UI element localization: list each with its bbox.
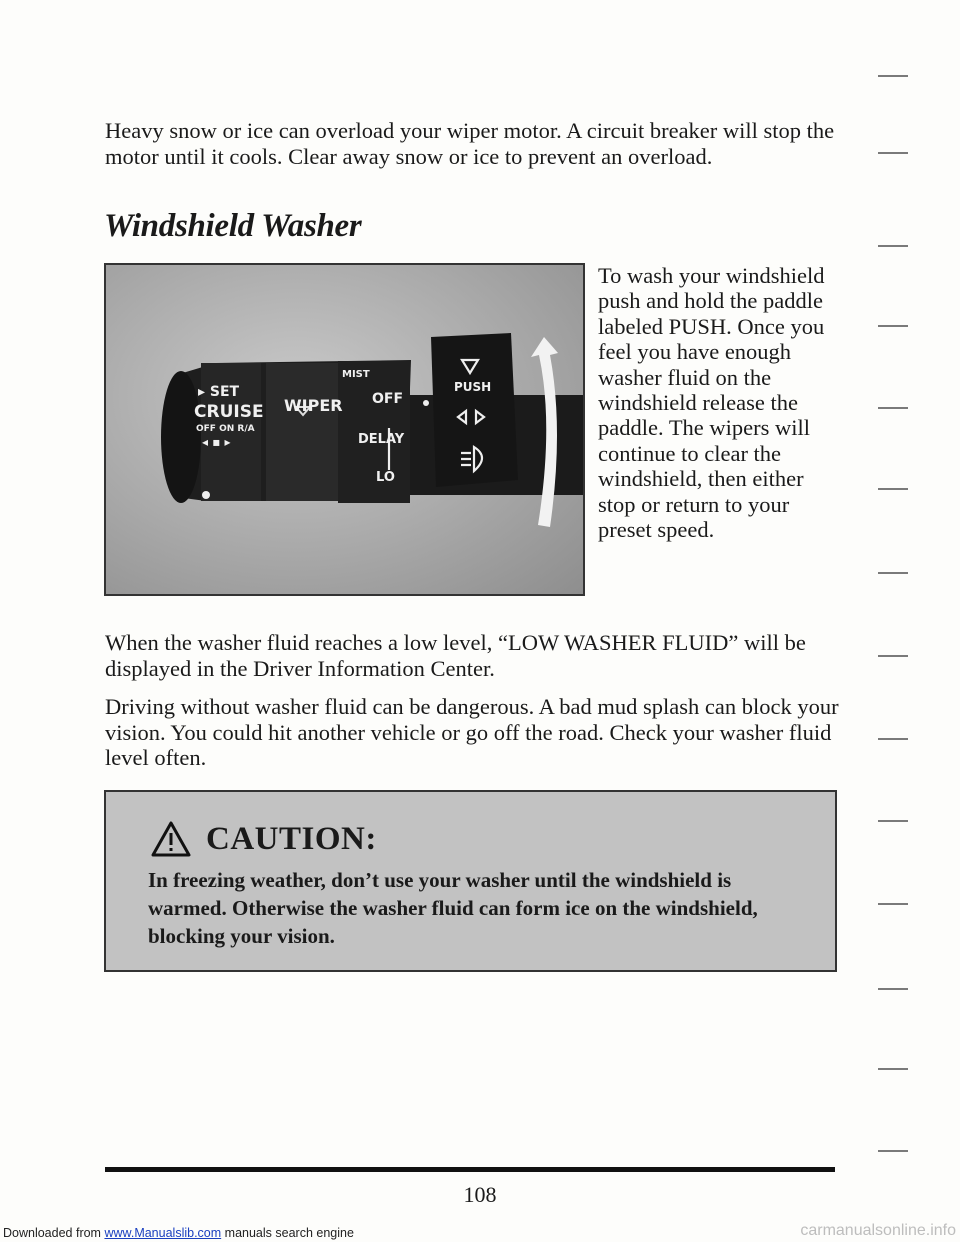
- low-fluid-paragraph: When the washer fluid reaches a low level, “LOW WASHER FLUID” will be displayed in the Driver Information Center.: [105, 630, 806, 681]
- caution-title: CAUTION:: [206, 820, 377, 857]
- page-number: 108: [463, 1182, 497, 1207]
- warning-triangle-icon: [150, 820, 192, 858]
- caution-text: In freezing weather, don’t use your washer until the windshield is warmed. Otherwise the washer fluid can form ice on the windshield, blocking your vision.: [148, 868, 758, 948]
- watermark: carmanualsonline.info: [800, 1222, 956, 1239]
- wiper-stalk-illustration: [106, 265, 583, 594]
- footer-prefix: Downloaded from: [3, 1226, 101, 1240]
- push-label: PUSH: [454, 380, 492, 394]
- off-label: OFF: [372, 391, 404, 407]
- footer-suffix: manuals search engine: [224, 1226, 354, 1240]
- caution-header: [150, 817, 377, 861]
- download-footer: [3, 1226, 354, 1240]
- caution-box: [104, 790, 837, 972]
- cruise-arrows-label: ◂ ▪ ▸: [202, 435, 231, 449]
- wiper-label: WIPER: [284, 396, 343, 415]
- mist-label: MIST: [342, 369, 370, 380]
- washer-instructions: To wash your windshield push and hold the paddle labeled PUSH. Once you feel you have enough washer fluid on the windshield release the paddle. The wipers will continue to clear the windshield, then either stop or return to your preset speed.: [598, 263, 825, 543]
- cruise-mode-label: OFF ON R/A: [196, 424, 255, 434]
- section-title: Windshield Washer: [104, 208, 362, 244]
- danger-paragraph: Driving without washer fluid can be dangerous. A bad mud splash can block your vision. You could hit another vehicle or go off the road. Check your washer fluid level often.: [105, 694, 839, 770]
- footer-rule: [105, 1167, 835, 1172]
- manualslib-link[interactable]: www.Manualslib.com: [104, 1226, 222, 1240]
- lo-label: LO: [376, 470, 395, 485]
- cruise-label: CRUISE: [194, 402, 264, 422]
- wiper-stalk-photo: [104, 263, 585, 596]
- intro-paragraph: Heavy snow or ice can overload your wiper motor. A circuit breaker will stop the motor until it cools. Clear away snow or ice to prevent an overload.: [105, 118, 835, 169]
- set-label: ▸ SET: [198, 384, 240, 400]
- delay-label: DELAY: [358, 432, 405, 447]
